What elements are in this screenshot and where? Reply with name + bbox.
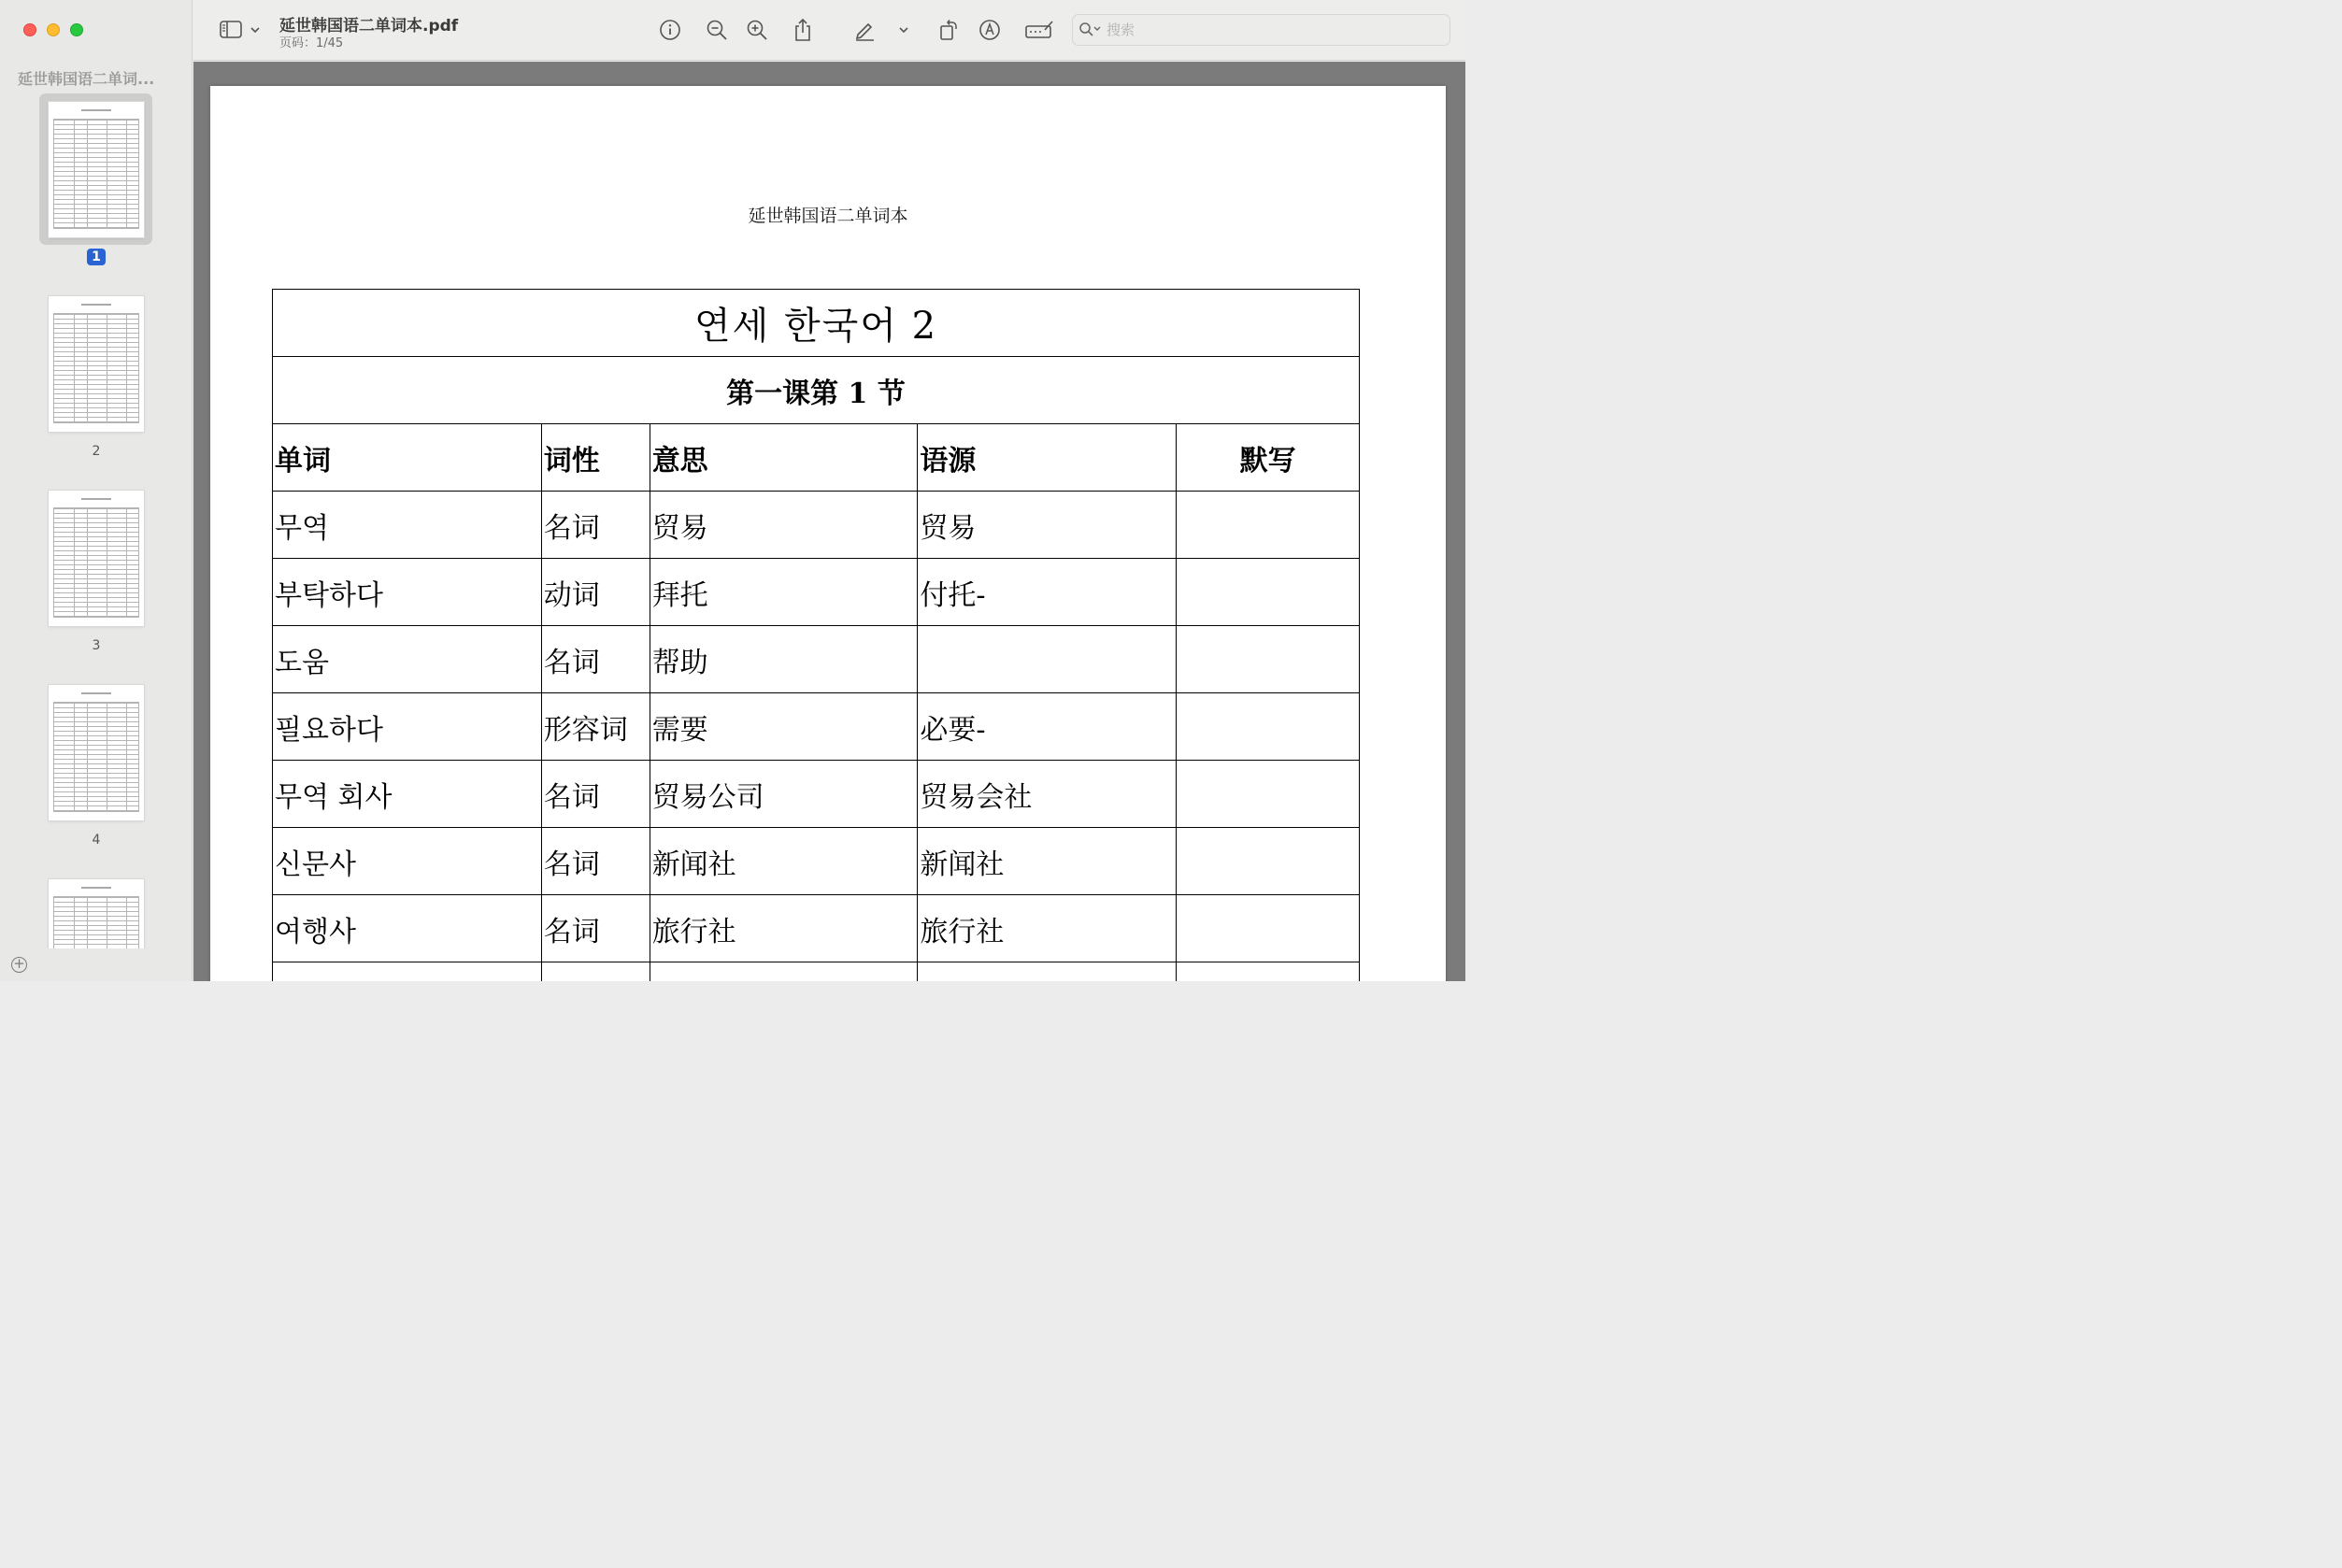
thumbnail-image — [49, 491, 144, 626]
book-title: 연세 한국어 2 — [273, 290, 1360, 357]
table-cell — [1177, 828, 1360, 895]
column-header: 默写 — [1177, 424, 1360, 492]
table-row — [273, 626, 1360, 693]
column-header: 词性 — [541, 424, 650, 492]
search-icon — [1078, 21, 1103, 38]
share-button[interactable] — [790, 17, 816, 43]
table-cell — [1177, 962, 1360, 982]
lesson-title: 第一课第 1 节 — [273, 357, 1360, 424]
zoom-window-button[interactable] — [70, 23, 83, 36]
zoom-in-button[interactable] — [744, 17, 770, 43]
table-cell — [273, 962, 542, 982]
table-cell: 帮助 — [650, 626, 918, 693]
zoom-out-icon — [706, 19, 728, 41]
table-cell: 拜托 — [650, 559, 918, 626]
form-icon — [1024, 19, 1054, 41]
chevron-down-icon — [898, 25, 909, 35]
sidebar-title: 延世韩国语二单词... — [18, 70, 155, 88]
info-icon — [659, 19, 681, 41]
thumbnail-image — [49, 102, 144, 237]
lesson-row — [273, 357, 1360, 424]
minimize-window-button[interactable] — [47, 23, 60, 36]
rotate-icon — [937, 19, 960, 41]
table-cell — [650, 962, 918, 982]
table-cell: 필요하다 — [273, 693, 542, 761]
page-header — [210, 202, 1446, 227]
table-cell — [1177, 693, 1360, 761]
annotate-icon — [978, 19, 1001, 41]
table-cell: 부탁하다 — [273, 559, 542, 626]
table-title-row — [273, 290, 1360, 357]
table-cell: 付托- — [918, 559, 1177, 626]
thumbnail-image — [49, 879, 144, 948]
info-button[interactable] — [657, 17, 683, 43]
table-cell: 需要 — [650, 693, 918, 761]
table-cell: 무역 회사 — [273, 761, 542, 828]
table-cell: 旅行社 — [918, 895, 1177, 962]
column-header: 语源 — [918, 424, 1177, 492]
table-cell: 贸易 — [650, 492, 918, 559]
table-row — [273, 962, 1360, 982]
table-row — [273, 828, 1360, 895]
toolbar — [193, 0, 1465, 61]
sidebar — [0, 0, 193, 981]
table-cell: 旅行社 — [650, 895, 918, 962]
thumbnail-list[interactable] — [0, 93, 193, 948]
table-cell: 贸易 — [918, 492, 1177, 559]
search-field[interactable] — [1072, 14, 1450, 46]
page-header-text: 延世韩国语二单词本 — [748, 206, 908, 226]
close-window-button[interactable] — [23, 23, 36, 36]
table-cell — [1177, 761, 1360, 828]
search-input[interactable] — [1107, 21, 1424, 38]
header-row — [273, 424, 1360, 492]
thumbnail-label: 1 — [87, 249, 106, 265]
table-cell — [1177, 492, 1360, 559]
vocab-table — [272, 289, 1360, 981]
thumbnail-image — [49, 296, 144, 432]
table-cell: 形容词 — [541, 693, 650, 761]
document-title: 延世韩国语二单词本.pdf — [279, 17, 459, 36]
table-row — [273, 693, 1360, 761]
zoom-out-button[interactable] — [704, 17, 730, 43]
table-cell — [918, 962, 1177, 982]
table-row — [273, 761, 1360, 828]
table-cell: 动词 — [541, 559, 650, 626]
thumbnail-label: 3 — [92, 638, 101, 653]
markup-button[interactable] — [851, 17, 878, 43]
table-cell — [1177, 895, 1360, 962]
window-controls — [23, 23, 83, 36]
table-cell: 贸易会社 — [918, 761, 1177, 828]
table-cell: 名词 — [541, 761, 650, 828]
thumbnail-label: 4 — [92, 833, 101, 848]
page-indicator: 页码：1/45 — [279, 36, 344, 50]
table-cell: 名词 — [541, 828, 650, 895]
add-page-icon[interactable]: + — [11, 957, 27, 973]
thumbnail-image — [49, 685, 144, 820]
sidebar-icon — [217, 20, 262, 40]
table-row — [273, 895, 1360, 962]
pen-icon — [853, 19, 876, 41]
table-cell: 名词 — [541, 492, 650, 559]
table-cell: 必要- — [918, 693, 1177, 761]
table-cell: 신문사 — [273, 828, 542, 895]
markup-menu-button[interactable] — [896, 17, 911, 43]
table-cell: 新闻社 — [918, 828, 1177, 895]
table-cell: 도움 — [273, 626, 542, 693]
table-cell: 贸易公司 — [650, 761, 918, 828]
pdf-page — [210, 86, 1446, 981]
table-cell: 名词 — [541, 895, 650, 962]
rotate-button[interactable] — [935, 17, 962, 43]
table-cell — [918, 626, 1177, 693]
table-cell — [1177, 626, 1360, 693]
annotate-button[interactable] — [977, 17, 1003, 43]
table-cell: 新闻社 — [650, 828, 918, 895]
table-row — [273, 492, 1360, 559]
zoom-in-icon — [746, 19, 768, 41]
sidebar-toggle-button[interactable] — [216, 17, 263, 43]
column-header: 单词 — [273, 424, 542, 492]
table-cell: 여행사 — [273, 895, 542, 962]
column-header: 意思 — [650, 424, 918, 492]
document-view[interactable] — [193, 62, 1465, 981]
share-icon — [792, 18, 814, 42]
table-cell: 무역 — [273, 492, 542, 559]
table-row — [273, 559, 1360, 626]
table-cell — [1177, 559, 1360, 626]
thumbnail-label: 2 — [92, 444, 101, 459]
table-cell — [541, 962, 650, 982]
form-fill-button[interactable] — [1023, 17, 1055, 43]
table-cell: 名词 — [541, 626, 650, 693]
